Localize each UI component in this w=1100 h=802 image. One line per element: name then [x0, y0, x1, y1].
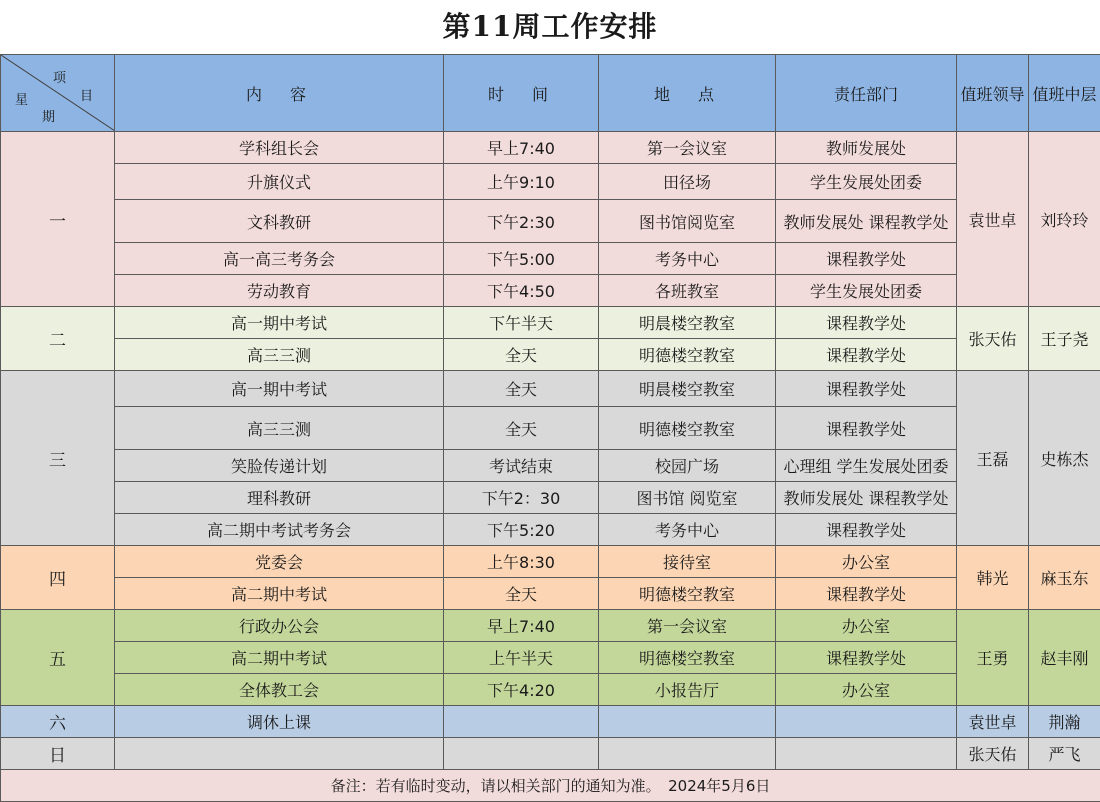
- header-place: 地 点: [599, 55, 776, 132]
- dept-cell: 课程教学处: [776, 307, 957, 339]
- dept-cell: 办公室: [776, 674, 957, 706]
- dept-cell: 办公室: [776, 546, 957, 578]
- table-row: [1, 371, 1100, 407]
- place-cell: 各班教室: [599, 275, 776, 307]
- table-row: [1, 578, 1100, 610]
- header-content: 内 容: [115, 55, 444, 132]
- dept-cell: 教师发展处 课程教学处: [776, 200, 957, 243]
- corner-label-left: 星: [15, 93, 29, 108]
- day-cell: 五: [1, 610, 115, 706]
- place-cell: 图书馆 阅览室: [599, 482, 776, 514]
- content-cell: 高一高三考务会: [115, 243, 444, 275]
- place-cell: 明晨楼空教室: [599, 371, 776, 407]
- leader-cell: 张天佑: [957, 738, 1029, 770]
- time-cell: 下午5:20: [444, 514, 599, 546]
- table-row: [1, 706, 1100, 738]
- place-cell: 明德楼空教室: [599, 339, 776, 371]
- dept-cell: 课程教学处: [776, 243, 957, 275]
- content-cell: 高二期中考试: [115, 642, 444, 674]
- corner-label-bottom: 期: [42, 110, 56, 125]
- time-cell: [444, 706, 599, 738]
- dept-cell: 课程教学处: [776, 339, 957, 371]
- content-cell: [115, 738, 444, 770]
- table-row: [1, 610, 1100, 642]
- day-group-sat: [1, 706, 1100, 738]
- content-cell: 文科教研: [115, 200, 444, 243]
- time-cell: 早上7:40: [444, 610, 599, 642]
- middle-cell: 史栋杰: [1029, 371, 1100, 546]
- time-cell: 上午9:10: [444, 164, 599, 200]
- dept-cell: 办公室: [776, 610, 957, 642]
- time-cell: 上午半天: [444, 642, 599, 674]
- place-cell: [599, 738, 776, 770]
- content-cell: 高二期中考试: [115, 578, 444, 610]
- place-cell: 校园广场: [599, 450, 776, 482]
- table-row: [1, 339, 1100, 371]
- dept-cell: [776, 706, 957, 738]
- day-cell: 四: [1, 546, 115, 610]
- day-group-mon: [1, 132, 1100, 307]
- corner-header: [1, 55, 115, 132]
- dept-cell: 课程教学处: [776, 514, 957, 546]
- place-cell: 明德楼空教室: [599, 578, 776, 610]
- time-cell: [444, 738, 599, 770]
- dept-cell: [776, 738, 957, 770]
- content-cell: 理科教研: [115, 482, 444, 514]
- table-row: [1, 243, 1100, 275]
- page-title: 第11周工作安排: [442, 10, 658, 43]
- corner-label-mid: 目: [80, 89, 94, 104]
- table-row: [1, 450, 1100, 482]
- leader-cell: 王磊: [957, 371, 1029, 546]
- content-cell: 高三三测: [115, 407, 444, 450]
- leader-cell: 袁世卓: [957, 706, 1029, 738]
- day-group-wed: [1, 371, 1100, 546]
- place-cell: 第一会议室: [599, 610, 776, 642]
- day-cell: 三: [1, 371, 115, 546]
- content-cell: 调休上课: [115, 706, 444, 738]
- schedule-table: [0, 54, 1100, 802]
- dept-cell: 学生发展处团委: [776, 275, 957, 307]
- time-cell: 下午2:30: [444, 200, 599, 243]
- place-cell: 明晨楼空教室: [599, 307, 776, 339]
- middle-cell: 刘玲玲: [1029, 132, 1100, 307]
- day-group-thu: [1, 546, 1100, 610]
- table-row: [1, 674, 1100, 706]
- leader-cell: 王勇: [957, 610, 1029, 706]
- header-time: 时 间: [444, 55, 599, 132]
- header-row: [1, 55, 1100, 132]
- table-row: [1, 132, 1100, 164]
- middle-cell: 严飞: [1029, 738, 1100, 770]
- place-cell: 明德楼空教室: [599, 407, 776, 450]
- time-cell: 下午2：30: [444, 482, 599, 514]
- place-cell: 田径场: [599, 164, 776, 200]
- day-group-fri: [1, 610, 1100, 706]
- place-cell: 考务中心: [599, 514, 776, 546]
- middle-cell: 麻玉东: [1029, 546, 1100, 610]
- content-cell: 升旗仪式: [115, 164, 444, 200]
- day-cell: 二: [1, 307, 115, 371]
- time-cell: 全天: [444, 371, 599, 407]
- place-cell: 接待室: [599, 546, 776, 578]
- time-cell: 全天: [444, 407, 599, 450]
- dept-cell: 课程教学处: [776, 578, 957, 610]
- table-row: [1, 307, 1100, 339]
- dept-cell: 学生发展处团委: [776, 164, 957, 200]
- content-cell: 高二期中考试考务会: [115, 514, 444, 546]
- dept-cell: 课程教学处: [776, 371, 957, 407]
- leader-cell: 韩光: [957, 546, 1029, 610]
- day-cell: 六: [1, 706, 115, 738]
- time-cell: 上午8:30: [444, 546, 599, 578]
- place-cell: 图书馆阅览室: [599, 200, 776, 243]
- header-leader: 值班领导: [957, 55, 1029, 132]
- table-row: [1, 275, 1100, 307]
- table-row: [1, 738, 1100, 770]
- table-row: [1, 200, 1100, 243]
- header-dept: 责任部门: [776, 55, 957, 132]
- time-cell: 全天: [444, 339, 599, 371]
- table-row: [1, 514, 1100, 546]
- note-text: 备注：若有临时变动，请以相关部门的通知为准。 2024年5月6日: [1, 770, 1100, 802]
- content-cell: 行政办公会: [115, 610, 444, 642]
- content-cell: 高一期中考试: [115, 371, 444, 407]
- time-cell: 下午5:00: [444, 243, 599, 275]
- time-cell: 全天: [444, 578, 599, 610]
- place-cell: 第一会议室: [599, 132, 776, 164]
- dept-cell: 课程教学处: [776, 407, 957, 450]
- dept-cell: 心理组 学生发展处团委: [776, 450, 957, 482]
- table-row: [1, 407, 1100, 450]
- middle-cell: 荆瀚: [1029, 706, 1100, 738]
- table-row: [1, 546, 1100, 578]
- day-cell: 日: [1, 738, 115, 770]
- place-cell: 明德楼空教室: [599, 642, 776, 674]
- dept-cell: 教师发展处 课程教学处: [776, 482, 957, 514]
- middle-cell: 王子尧: [1029, 307, 1100, 371]
- table-row: [1, 642, 1100, 674]
- content-cell: 党委会: [115, 546, 444, 578]
- dept-cell: 教师发展处: [776, 132, 957, 164]
- middle-cell: 赵丰刚: [1029, 610, 1100, 706]
- corner-label-top: 项: [53, 71, 67, 86]
- day-group-sun: [1, 738, 1100, 770]
- content-cell: 劳动教育: [115, 275, 444, 307]
- header-middle: 值班中层: [1029, 55, 1100, 132]
- content-cell: 高三三测: [115, 339, 444, 371]
- content-cell: 笑脸传递计划: [115, 450, 444, 482]
- time-cell: 下午半天: [444, 307, 599, 339]
- leader-cell: 袁世卓: [957, 132, 1029, 307]
- day-group-tue: [1, 307, 1100, 371]
- place-cell: [599, 706, 776, 738]
- place-cell: 小报告厅: [599, 674, 776, 706]
- time-cell: 考试结束: [444, 450, 599, 482]
- content-cell: 高一期中考试: [115, 307, 444, 339]
- time-cell: 下午4:50: [444, 275, 599, 307]
- table-row: [1, 164, 1100, 200]
- note-group: [1, 770, 1100, 802]
- time-cell: 早上7:40: [444, 132, 599, 164]
- dept-cell: 课程教学处: [776, 642, 957, 674]
- content-cell: 学科组长会: [115, 132, 444, 164]
- leader-cell: 张天佑: [957, 307, 1029, 371]
- day-cell: 一: [1, 132, 115, 307]
- content-cell: 全体教工会: [115, 674, 444, 706]
- place-cell: 考务中心: [599, 243, 776, 275]
- time-cell: 下午4:20: [444, 674, 599, 706]
- note-row: [1, 770, 1100, 802]
- table-row: [1, 482, 1100, 514]
